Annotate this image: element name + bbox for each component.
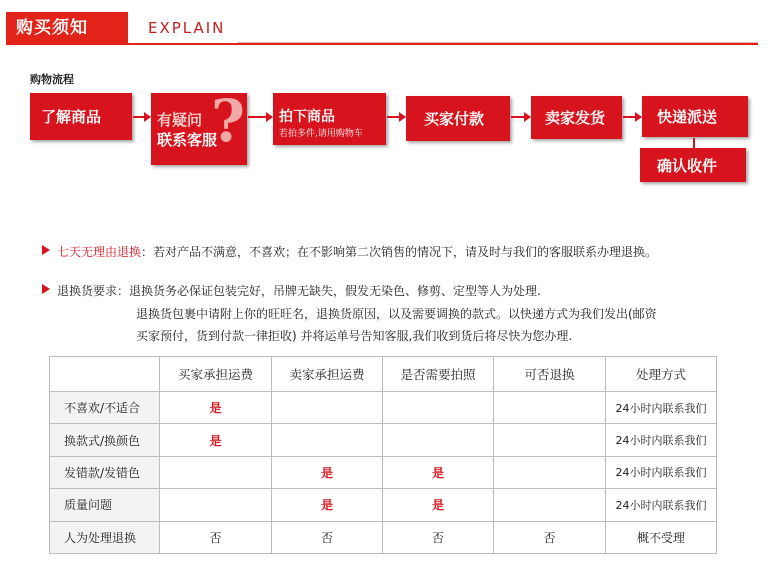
row-reason: 人为处理退换 (50, 521, 160, 553)
table-cell: 是 (272, 489, 383, 521)
table-cell (383, 392, 494, 424)
flow-step-contact-support (151, 87, 247, 165)
table-cell (272, 392, 383, 424)
return-requirements-title: 退换货要求： (57, 284, 130, 298)
flow-step-label-line1: 有疑问 (157, 111, 203, 129)
flow-step-sub: 若拍多件,请用购物车 (279, 129, 363, 139)
bullet-arrow-icon (42, 284, 50, 294)
return-requirements-line1 (57, 282, 541, 299)
table-cell: 24小时内联系我们 (606, 424, 717, 456)
table-cell (494, 456, 606, 488)
flow-step-label: 买家付款 (424, 110, 485, 128)
table-row (50, 392, 717, 424)
table-cell (494, 424, 606, 456)
row-reason: 不喜欢/不适合 (50, 392, 160, 424)
table-header-cell: 处理方式 (606, 357, 717, 392)
flow-step-buyer-pay (406, 96, 510, 141)
table-header-cell: 买家承担运费 (160, 357, 272, 392)
flow-arrow (133, 116, 150, 118)
row-reason: 质量问题 (50, 489, 160, 521)
flow-step-confirm-receipt (640, 148, 746, 182)
table-header-cell: 可否退换 (494, 357, 606, 392)
flow-step-place-order (273, 93, 386, 145)
table-header-cell: 是否需要拍照 (383, 357, 494, 392)
header-title: 购买须知 (6, 12, 128, 44)
flow-step-understand-product (30, 93, 132, 140)
table-header-cell (50, 357, 160, 392)
table-cell: 是 (383, 489, 494, 521)
row-reason: 换款式/换颜色 (50, 424, 160, 456)
table-cell: 概不受理 (606, 521, 717, 553)
return-requirements-line2: 退换货包裹中请附上你的旺旺名，退换货原因，以及需要调换的款式。以快递方式为我们发出(邮资 (136, 307, 657, 321)
table-cell: 否 (272, 521, 383, 553)
flow-arrow (248, 116, 272, 118)
table-cell: 24小时内联系我们 (606, 392, 717, 424)
table-row (50, 424, 717, 456)
seven-day-return-text: ：若对产品不满意，不喜欢；在不影响第二次销售的情况下，请及时与我们的客服联系办理退换。 (141, 245, 658, 259)
flow-step-seller-ship (531, 96, 622, 139)
table-cell (160, 489, 272, 521)
return-requirements-text1: 退换货务必保证包装完好，吊牌无缺失，假发无染色、修剪、定型等人为处理. (129, 284, 541, 298)
flow-step-label: 确认收件 (657, 157, 718, 175)
bullet-arrow-icon (42, 245, 50, 255)
table-cell (383, 424, 494, 456)
flow-step-label: 卖家发货 (545, 109, 606, 127)
seven-day-return-line (57, 243, 657, 260)
seven-day-return-title: 七天无理由退换 (57, 245, 142, 259)
table-cell (160, 456, 272, 488)
table-cell (494, 489, 606, 521)
flow-step-label: 拍下商品 (279, 109, 335, 125)
flow-heading: 购物流程 (30, 73, 74, 86)
table-cell: 是 (160, 392, 272, 424)
table-header-cell: 卖家承担运费 (272, 357, 383, 392)
table-cell: 24小时内联系我们 (606, 456, 717, 488)
table-cell: 是 (160, 424, 272, 456)
table-cell (272, 424, 383, 456)
row-reason: 发错款/发错色 (50, 456, 160, 488)
table-row (50, 489, 717, 521)
flow-step-label-line2: 联系客服 (157, 131, 218, 149)
table-cell: 是 (272, 456, 383, 488)
table-row (50, 521, 717, 553)
return-requirements-line3: 买家预付，货到付款一律拒收) 并将运单号告知客服,我们收到货后将尽快为您办理. (136, 329, 573, 343)
flow-step-courier-delivery (642, 96, 748, 137)
section-header (6, 12, 238, 44)
flow-step-label: 快递派送 (657, 108, 718, 126)
table-cell: 是 (383, 456, 494, 488)
flow-arrow (387, 116, 405, 118)
table-row (50, 456, 717, 488)
table-cell (494, 392, 606, 424)
header-subtitle: EXPLAIN (148, 19, 226, 37)
table-cell: 24小时内联系我们 (606, 489, 717, 521)
return-policy-table (49, 356, 717, 554)
flow-arrow (511, 116, 530, 118)
flow-step-label: 了解商品 (41, 108, 102, 126)
table-header-row (50, 357, 717, 392)
question-mark-icon: ? (211, 87, 245, 155)
header-divider (6, 43, 758, 45)
flow-arrow (623, 116, 641, 118)
flow-connector (693, 138, 695, 148)
table-cell: 否 (383, 521, 494, 553)
table-cell: 否 (494, 521, 606, 553)
table-cell: 否 (160, 521, 272, 553)
